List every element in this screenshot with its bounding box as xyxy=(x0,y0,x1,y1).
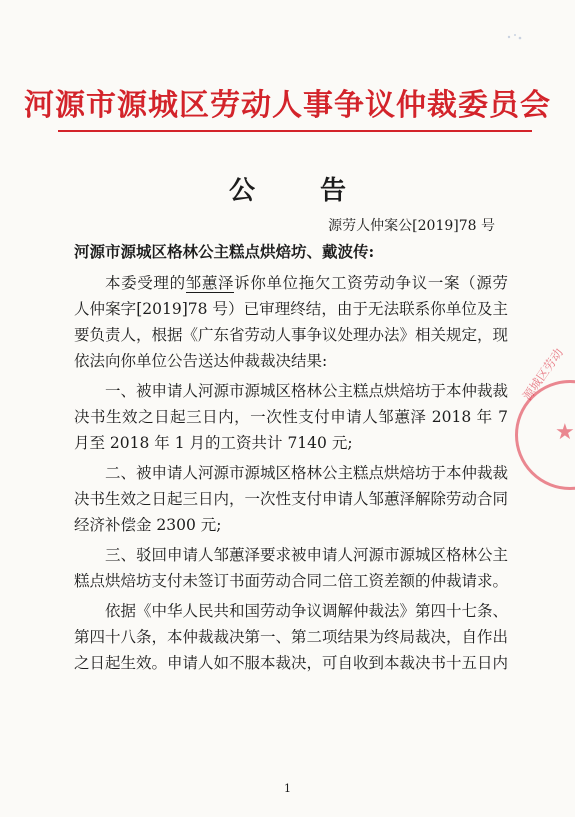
red-divider xyxy=(58,130,532,132)
paragraph-legal-basis: 依据《中华人民共和国劳动争议调解仲裁法》第四十七条、第四十八条，本仲裁裁决第一、第二项结果为终局裁决，自作出之日起生效。申请人如不服本裁决，可自收到本裁决书十五日内 xyxy=(74,602,509,672)
ruling-item-1: 一、被申请人河源市源城区格林公主糕点烘焙坊于本仲裁裁决书生效之日起三日内，一次性支付申请人邹蕙泽 2018 年 7 月至 2018 年 1 月的工资共计 7140 元; xyxy=(74,382,509,452)
applicant-name: 邹蕙泽 xyxy=(185,274,235,292)
ruling-item-3: 三、驳回申请人邹蕙泽要求被申请人河源市源城区格林公主糕点烘焙坊支付未签订书面劳动合同二倍工资差额的仲裁请求。 xyxy=(74,546,509,590)
notice-body xyxy=(74,270,508,680)
seal-text: 源城区劳动 xyxy=(520,345,566,404)
intro-text-end: 诉你单位拖欠工资劳动争议一案（源劳人仲案字[2019]78 号）已审理终结，由于无法联系你单位及主要负责人，根据《广东省劳动人事争议处理办法》相关规定，现依法向你单位公告送达仲裁裁决结果: xyxy=(74,274,509,370)
addressee: 河源市源城区格林公主糕点烘焙坊、戴波传: xyxy=(74,242,375,261)
notice-title: 公 告 xyxy=(228,176,375,206)
page-number: 1 xyxy=(284,782,291,795)
paragraph-intro xyxy=(74,270,508,374)
organization-title: 河源市源城区劳动人事争议仲裁委员会 xyxy=(24,88,551,123)
scan-speck-icon xyxy=(505,32,525,42)
case-number: 源劳人仲案公[2019]78 号 xyxy=(328,218,495,234)
seal-star-icon: ★ xyxy=(555,420,575,445)
intro-text-start: 本委受理的 xyxy=(105,274,186,292)
ruling-item-2: 二、被申请人河源市源城区格林公主糕点烘焙坊于本仲裁裁决书生效之日起三日内，一次性支付申请人邹蕙泽解除劳动合同经济补偿金 2300 元; xyxy=(74,464,509,534)
